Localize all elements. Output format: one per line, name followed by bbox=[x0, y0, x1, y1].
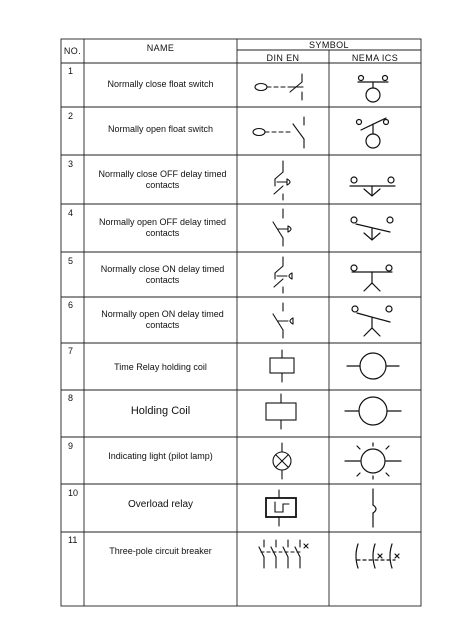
row-8-name: Holding Coil bbox=[130, 405, 191, 417]
row-7-name: Time Relay holding coil bbox=[114, 362, 207, 372]
row-10-name: Overload relay bbox=[127, 499, 194, 510]
row-2-name: Normally open float switch bbox=[107, 124, 214, 134]
row-5-number: 5 bbox=[68, 256, 74, 266]
row-5-name: Normally close ON delay timed contacts bbox=[100, 264, 225, 285]
row-3-number: 3 bbox=[68, 159, 74, 169]
row-4-name: Normally open OFF delay timed contacts bbox=[98, 217, 227, 238]
row-6-name: Normally open ON delay timed contacts bbox=[101, 309, 224, 330]
on-delay-no-nema-icon bbox=[352, 306, 392, 336]
off-delay-no-nema-icon bbox=[351, 217, 393, 240]
relay-coil-nema-icon bbox=[347, 353, 399, 379]
float-switch-nc-nema-icon bbox=[358, 76, 388, 103]
row-3-name: Normally close OFF delay timed contacts bbox=[98, 169, 227, 190]
row-6-number: 6 bbox=[68, 300, 74, 310]
float-switch-no-nema-icon bbox=[357, 118, 389, 148]
row-7-number: 7 bbox=[68, 346, 74, 356]
header-din-en: DIN EN bbox=[266, 53, 300, 63]
row-4-number: 4 bbox=[68, 208, 74, 218]
pilot-lamp-nema-icon bbox=[345, 443, 401, 479]
row-11-number: 11 bbox=[68, 535, 78, 545]
header-name: NAME bbox=[146, 43, 175, 53]
row-1-number: 1 bbox=[68, 66, 74, 76]
row-10-number: 10 bbox=[68, 488, 79, 498]
header-nema-ics: NEMA ICS bbox=[351, 53, 399, 63]
circuit-breaker-nema-icon bbox=[356, 544, 399, 568]
row-1-name: Normally close float switch bbox=[107, 79, 214, 89]
row-8-number: 8 bbox=[68, 393, 74, 403]
holding-coil-nema-icon bbox=[345, 397, 401, 425]
off-delay-nc-nema-icon bbox=[350, 177, 395, 196]
row-9-number: 9 bbox=[68, 441, 74, 451]
row-2-number: 2 bbox=[68, 111, 74, 121]
on-delay-nc-nema-icon bbox=[351, 265, 392, 291]
row-11-name: Three-pole circuit breaker bbox=[109, 546, 212, 556]
header-no: NO. bbox=[63, 46, 82, 56]
header-symbol: SYMBOL bbox=[309, 40, 349, 50]
overload-relay-nema-icon bbox=[373, 489, 376, 527]
row-9-name: Indicating light (pilot lamp) bbox=[108, 451, 213, 461]
